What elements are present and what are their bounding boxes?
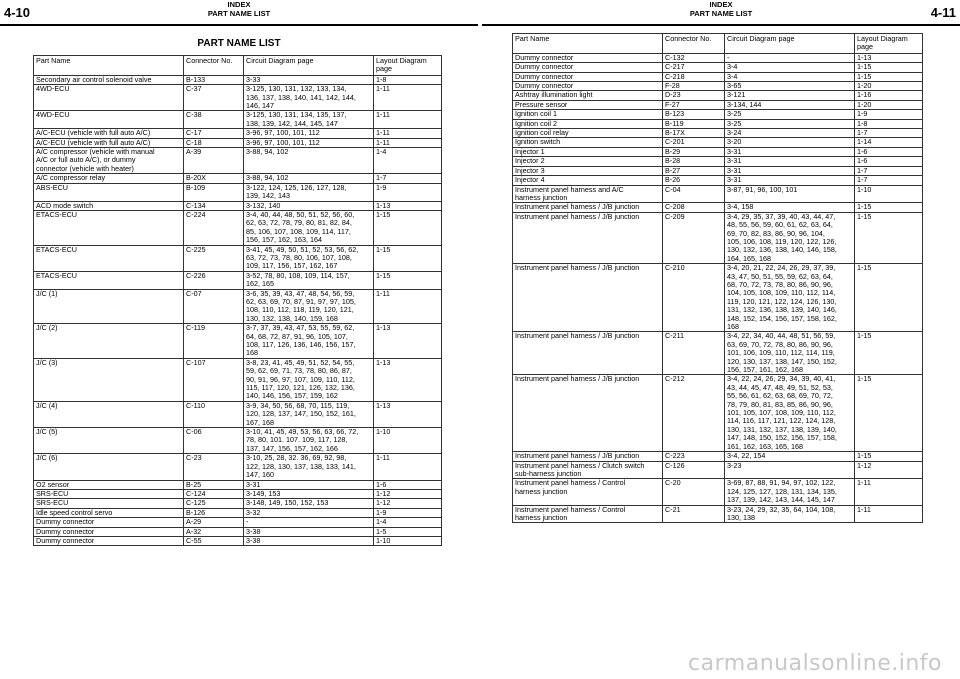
document-title: PART NAME LIST xyxy=(197,38,281,49)
circuit-diagram-page-cell: 3-134, 144 xyxy=(725,100,855,109)
table-row xyxy=(34,536,442,545)
table-row xyxy=(513,176,923,185)
header-center xyxy=(0,1,478,18)
table-row xyxy=(513,264,923,332)
column-header: Connector No. xyxy=(663,34,725,54)
part-name-cell: ETACS-ECU xyxy=(34,210,184,245)
part-name-cell: Ignition switch xyxy=(513,138,663,147)
table-row xyxy=(34,85,442,111)
table-row xyxy=(34,289,442,324)
table-row xyxy=(513,91,923,100)
part-name-cell: Instrument panel harness / J/B junction xyxy=(513,332,663,375)
layout-diagram-page-cell: 1-12 xyxy=(374,489,442,498)
part-name-cell: Dummy connector xyxy=(34,518,184,527)
connector-no-cell: C-210 xyxy=(663,264,725,332)
circuit-diagram-page-cell: - xyxy=(725,53,855,62)
connector-no-cell: C-110 xyxy=(184,401,244,427)
table-row xyxy=(513,505,923,523)
connector-no-cell: C-211 xyxy=(663,332,725,375)
circuit-diagram-page-cell: 3-25 xyxy=(725,119,855,128)
layout-diagram-page-cell: 1-13 xyxy=(374,324,442,359)
circuit-diagram-page-cell: 3-33 xyxy=(244,75,374,84)
part-name-cell: A/C-ECU (vehicle with full auto A/C) xyxy=(34,138,184,147)
table-row xyxy=(513,212,923,263)
layout-diagram-page-cell: 1-11 xyxy=(374,454,442,480)
connector-no-cell: C-04 xyxy=(663,185,725,203)
circuit-diagram-page-cell: 3-52, 78, 80, 108, 109, 114, 157, 162, 165 xyxy=(244,271,374,289)
circuit-diagram-page-cell: 3-4, 20, 21, 22, 24, 26, 29, 37, 39, 43, 47, 50, 51, 55, 59, 62, 63, 64, 68, 70, 72, 73, 78, 80, 86, 90, 96, 104, 105, 108, 109, 110, 112, 114, 119, 120, 121, 122, 124, 126, 130, 131, 132, 136, 138, 139, 140, 146, 148, 152, 154, 156, 157, 158, 162, 168 xyxy=(725,264,855,332)
layout-diagram-page-cell: 1-20 xyxy=(855,100,923,109)
connector-no-cell: B-25 xyxy=(184,480,244,489)
table-row xyxy=(513,53,923,62)
part-name-cell: Dummy connector xyxy=(513,82,663,91)
connector-no-cell: C-06 xyxy=(184,428,244,454)
circuit-diagram-page-cell: 3-31 xyxy=(725,147,855,156)
circuit-diagram-page-cell: 3-88, 94, 102 xyxy=(244,148,374,174)
connector-no-cell: B-126 xyxy=(184,508,244,517)
table-row xyxy=(34,138,442,147)
circuit-diagram-page-cell: 3-96, 97, 100, 101, 112 xyxy=(244,129,374,138)
header-subsection: PART NAME LIST xyxy=(207,8,271,18)
table-row xyxy=(34,518,442,527)
layout-diagram-page-cell: 1-9 xyxy=(855,110,923,119)
connector-no-cell: A-29 xyxy=(184,518,244,527)
part-name-cell: Instrument panel harness / J/B junction xyxy=(513,212,663,263)
table-row xyxy=(34,75,442,84)
table-row xyxy=(34,480,442,489)
connector-no-cell: C-125 xyxy=(184,499,244,508)
connector-no-cell: B-28 xyxy=(663,157,725,166)
connector-no-cell: C-18 xyxy=(184,138,244,147)
table-header-row xyxy=(513,34,923,54)
circuit-diagram-page-cell: 3-9, 34, 50, 56, 68, 70, 115, 119, 120, 128, 137, 147, 150, 152, 161, 167, 168 xyxy=(244,401,374,427)
connector-no-cell: C-132 xyxy=(663,53,725,62)
layout-diagram-page-cell: 1-13 xyxy=(374,201,442,210)
table-row xyxy=(34,245,442,271)
connector-no-cell: C-37 xyxy=(184,85,244,111)
table-row xyxy=(34,183,442,201)
part-name-cell: ACD mode switch xyxy=(34,201,184,210)
layout-diagram-page-cell: 1-16 xyxy=(855,91,923,100)
layout-diagram-page-cell: 1-15 xyxy=(374,210,442,245)
layout-diagram-page-cell: 1-10 xyxy=(374,536,442,545)
connector-no-cell: C-55 xyxy=(184,536,244,545)
part-name-cell: Injector 4 xyxy=(513,176,663,185)
connector-no-cell: C-218 xyxy=(663,72,725,81)
part-name-cell: Dummy connector xyxy=(34,527,184,536)
circuit-diagram-page-cell: 3-4, 22, 154 xyxy=(725,452,855,461)
layout-diagram-page-cell: 1-9 xyxy=(374,508,442,517)
part-name-cell: Instrument panel harness / Clutch switch sub-harness junction xyxy=(513,461,663,479)
table-row xyxy=(34,148,442,174)
part-name-cell: Injector 3 xyxy=(513,166,663,175)
part-name-cell: ABS-ECU xyxy=(34,183,184,201)
table-row xyxy=(513,375,923,452)
circuit-diagram-page-cell: 3-96, 97, 100, 101, 112 xyxy=(244,138,374,147)
header-subsection: PART NAME LIST xyxy=(689,8,753,18)
part-name-cell: Idle speed control servo xyxy=(34,508,184,517)
connector-no-cell: B-20X xyxy=(184,174,244,183)
part-name-cell: ETACS-ECU xyxy=(34,271,184,289)
table-row xyxy=(34,111,442,129)
part-name-table-left xyxy=(33,55,442,546)
table-row xyxy=(513,147,923,156)
connector-no-cell: C-20 xyxy=(663,479,725,505)
table-row xyxy=(34,210,442,245)
table-row xyxy=(513,185,923,203)
part-name-cell: Instrument panel harness / J/B junction xyxy=(513,264,663,332)
layout-diagram-page-cell: 1-11 xyxy=(374,138,442,147)
table-row xyxy=(513,100,923,109)
column-header: Circuit Diagram page xyxy=(725,34,855,54)
layout-diagram-page-cell: 1-15 xyxy=(855,72,923,81)
circuit-diagram-page-cell: 3-31 xyxy=(244,480,374,489)
table-row xyxy=(34,271,442,289)
part-name-cell: Instrument panel harness / J/B junction xyxy=(513,203,663,212)
part-name-cell: Pressure sensor xyxy=(513,100,663,109)
layout-diagram-page-cell: 1-15 xyxy=(374,245,442,271)
layout-diagram-page-cell: 1-13 xyxy=(374,401,442,427)
circuit-diagram-page-cell: 3-31 xyxy=(725,166,855,175)
table-row xyxy=(34,201,442,210)
part-name-cell: SRS-ECU xyxy=(34,489,184,498)
layout-diagram-page-cell: 1-10 xyxy=(855,185,923,203)
connector-no-cell: C-17 xyxy=(184,129,244,138)
part-name-cell: SRS-ECU xyxy=(34,499,184,508)
table-row xyxy=(513,82,923,91)
watermark xyxy=(0,651,960,679)
layout-diagram-page-cell: 1-7 xyxy=(374,174,442,183)
connector-no-cell: B-119 xyxy=(663,119,725,128)
part-name-cell: O2 sensor xyxy=(34,480,184,489)
part-name-cell: Dummy connector xyxy=(34,536,184,545)
connector-no-cell: C-226 xyxy=(184,271,244,289)
part-name-cell: Instrument panel harness / J/B junction xyxy=(513,452,663,461)
connector-no-cell: C-124 xyxy=(184,489,244,498)
part-name-cell: J/C (5) xyxy=(34,428,184,454)
connector-no-cell: C-23 xyxy=(184,454,244,480)
circuit-diagram-page-cell: 3-69, 87, 88, 91, 94, 97, 102, 122, 124, 125, 127, 128, 131, 134, 135, 137, 139, 142, 143, 144, 145, 147 xyxy=(725,479,855,505)
connector-no-cell: C-225 xyxy=(184,245,244,271)
part-name-cell: Secondary air control solenoid valve xyxy=(34,75,184,84)
header-section: INDEX xyxy=(709,0,733,9)
part-name-cell: Dummy connector xyxy=(513,72,663,81)
circuit-diagram-page-cell: 3-148, 149, 150, 152, 153 xyxy=(244,499,374,508)
part-name-cell: A/C compressor relay xyxy=(34,174,184,183)
layout-diagram-page-cell: 1-20 xyxy=(855,82,923,91)
circuit-diagram-page-cell: 3-32 xyxy=(244,508,374,517)
part-name-cell: 4WD-ECU xyxy=(34,111,184,129)
part-name-cell: J/C (1) xyxy=(34,289,184,324)
table-row xyxy=(34,508,442,517)
table-row xyxy=(34,174,442,183)
part-name-cell: J/C (2) xyxy=(34,324,184,359)
watermark-text: carmanualsonline.info xyxy=(688,651,942,676)
table-row xyxy=(513,479,923,505)
table-row xyxy=(513,157,923,166)
circuit-diagram-page-cell: 3-4 xyxy=(725,63,855,72)
layout-diagram-page-cell: 1-15 xyxy=(855,264,923,332)
layout-diagram-page-cell: 1-15 xyxy=(855,63,923,72)
circuit-diagram-page-cell: 3-65 xyxy=(725,82,855,91)
layout-diagram-page-cell: 1-6 xyxy=(855,147,923,156)
part-name-cell: J/C (3) xyxy=(34,358,184,401)
part-name-table-right xyxy=(512,33,923,523)
part-name-cell: Instrument panel harness / Control harness junction xyxy=(513,505,663,523)
connector-no-cell: F-28 xyxy=(663,82,725,91)
circuit-diagram-page-cell: 3-4, 29, 35, 37, 39, 40, 43, 44, 47, 48, 55, 56, 59, 60, 61, 62, 63, 64, 69, 70, 82, 83, 86, 90, 96, 104, 105, 106, 108, 119, 120, 122, 126, 130, 132, 136, 138, 140, 146, 158, 164, 165, 168 xyxy=(725,212,855,263)
connector-no-cell: C-223 xyxy=(663,452,725,461)
part-name-cell: 4WD-ECU xyxy=(34,85,184,111)
circuit-diagram-page-cell: 3-88, 94, 102 xyxy=(244,174,374,183)
circuit-diagram-page-cell: 3-31 xyxy=(725,157,855,166)
circuit-diagram-page-cell: 3-20 xyxy=(725,138,855,147)
table-header-row xyxy=(34,56,442,76)
part-name-cell: Ignition coil 2 xyxy=(513,119,663,128)
part-name-cell: A/C-ECU (vehicle with full auto A/C) xyxy=(34,129,184,138)
circuit-diagram-page-cell: - xyxy=(244,518,374,527)
part-name-cell: J/C (4) xyxy=(34,401,184,427)
part-name-cell: A/C compressor (vehicle with manual A/C or full auto A/C), or dummy connector (vehicle with heater) xyxy=(34,148,184,174)
circuit-diagram-page-cell: 3-4, 158 xyxy=(725,203,855,212)
page-header xyxy=(482,0,960,26)
layout-diagram-page-cell: 1-4 xyxy=(374,148,442,174)
table-row xyxy=(513,119,923,128)
table-row xyxy=(34,499,442,508)
circuit-diagram-page-cell: 3-149, 153 xyxy=(244,489,374,498)
connector-no-cell: C-38 xyxy=(184,111,244,129)
circuit-diagram-page-cell: 3-132, 140 xyxy=(244,201,374,210)
connector-no-cell: B-109 xyxy=(184,183,244,201)
layout-diagram-page-cell: 1-13 xyxy=(374,358,442,401)
layout-diagram-page-cell: 1-11 xyxy=(374,111,442,129)
header-section: INDEX xyxy=(227,0,251,9)
connector-no-cell: C-119 xyxy=(184,324,244,359)
layout-diagram-page-cell: 1-12 xyxy=(855,461,923,479)
circuit-diagram-page-cell: 3-23 xyxy=(725,461,855,479)
layout-diagram-page-cell: 1-6 xyxy=(374,480,442,489)
circuit-diagram-page-cell: 3-23, 24, 29, 32, 35, 64, 104, 108, 130, 138 xyxy=(725,505,855,523)
layout-diagram-page-cell: 1-9 xyxy=(374,183,442,201)
connector-no-cell: C-217 xyxy=(663,63,725,72)
layout-diagram-page-cell: 1-8 xyxy=(855,119,923,128)
table-row xyxy=(34,358,442,401)
connector-no-cell: B-123 xyxy=(663,110,725,119)
left-page xyxy=(0,0,478,679)
page-number: 4-11 xyxy=(930,5,956,20)
connector-no-cell: C-134 xyxy=(184,201,244,210)
layout-diagram-page-cell: 1-15 xyxy=(855,332,923,375)
circuit-diagram-page-cell: 3-38 xyxy=(244,527,374,536)
part-name-cell: Ignition coil relay xyxy=(513,129,663,138)
layout-diagram-page-cell: 1-11 xyxy=(374,129,442,138)
layout-diagram-page-cell: 1-7 xyxy=(855,129,923,138)
layout-diagram-page-cell: 1-13 xyxy=(855,53,923,62)
circuit-diagram-page-cell: 3-41, 45, 49, 50, 51, 52, 53, 56, 62, 63, 72, 73, 78, 80, 106, 107, 108, 109, 117, 156, 157, 162, 167 xyxy=(244,245,374,271)
circuit-diagram-page-cell: 3-122, 124, 125, 126, 127, 128, 139, 142, 143 xyxy=(244,183,374,201)
circuit-diagram-page-cell: 3-6, 35, 39, 43, 47, 48, 54, 56, 59, 62, 63, 69, 70, 87, 91, 97, 97, 105, 108, 110, 112, 118, 119, 120, 121, 130, 132, 138, 140, 159, 168 xyxy=(244,289,374,324)
circuit-diagram-page-cell: 3-24 xyxy=(725,129,855,138)
circuit-diagram-page-cell: 3-31 xyxy=(725,176,855,185)
table-row xyxy=(513,138,923,147)
circuit-diagram-page-cell: 3-10, 25, 28, 32. 36, 69, 92, 98, 122, 128, 130, 137, 138, 133, 141, 147, 160 xyxy=(244,454,374,480)
header-center xyxy=(482,1,960,18)
connector-no-cell: A-32 xyxy=(184,527,244,536)
table-row xyxy=(513,63,923,72)
connector-no-cell: C-212 xyxy=(663,375,725,452)
circuit-diagram-page-cell: 3-4, 40, 44, 48, 50, 51, 52, 56, 60, 62, 63, 72, 78, 79, 80, 81, 82, 84, 85, 106, 107, 108, 109, 114, 117, 156, 157, 162, 163, 164 xyxy=(244,210,374,245)
connector-no-cell: D-23 xyxy=(663,91,725,100)
connector-no-cell: B-29 xyxy=(663,147,725,156)
circuit-diagram-page-cell: 3-25 xyxy=(725,110,855,119)
layout-diagram-page-cell: 1-7 xyxy=(855,166,923,175)
circuit-diagram-page-cell: 3-4, 22, 34, 40, 44, 48, 51, 56, 59, 63, 69, 70, 72, 78, 80, 86, 90, 96, 101, 106, 109, 110, 112, 114, 119, 120, 130, 137, 138, 147, 150, 152, 156, 157, 161, 162, 168 xyxy=(725,332,855,375)
table-row xyxy=(34,324,442,359)
part-name-cell: Dummy connector xyxy=(513,63,663,72)
layout-diagram-page-cell: 1-15 xyxy=(855,212,923,263)
circuit-diagram-page-cell: 3-8, 23, 41, 45, 49, 51, 52, 54, 55, 59, 62, 69, 71, 73, 78, 80, 86, 87, 90, 91, 96, 97, 107, 109, 110, 112, 115, 117, 120, 121, 126, 132, 136, 140, 146, 156, 157, 159, 162 xyxy=(244,358,374,401)
layout-diagram-page-cell: 1-15 xyxy=(855,452,923,461)
page-header xyxy=(0,0,478,26)
column-header: Circuit Diagram page xyxy=(244,56,374,76)
layout-diagram-page-cell: 1-15 xyxy=(374,271,442,289)
circuit-diagram-page-cell: 3-121 xyxy=(725,91,855,100)
table-row xyxy=(513,166,923,175)
table-row xyxy=(34,428,442,454)
table-row xyxy=(34,454,442,480)
circuit-diagram-page-cell: 3-125, 130, 131, 132, 133, 134, 136, 137, 138, 140, 141, 142, 144, 146, 147 xyxy=(244,85,374,111)
column-header: Layout Diagram page xyxy=(855,34,923,54)
layout-diagram-page-cell: 1-11 xyxy=(855,479,923,505)
part-name-cell: J/C (6) xyxy=(34,454,184,480)
part-name-cell: Injector 2 xyxy=(513,157,663,166)
circuit-diagram-page-cell: 3-4 xyxy=(725,72,855,81)
circuit-diagram-page-cell: 3-87, 91, 96, 100, 101 xyxy=(725,185,855,203)
table-row xyxy=(513,110,923,119)
connector-no-cell: A-39 xyxy=(184,148,244,174)
table-row xyxy=(34,129,442,138)
connector-no-cell: C-126 xyxy=(663,461,725,479)
part-name-cell: ETACS-ECU xyxy=(34,245,184,271)
connector-no-cell: C-07 xyxy=(184,289,244,324)
circuit-diagram-page-cell: 3-10, 41, 45, 49, 53, 56, 63, 66, 72, 78, 80, 101. 107. 109, 117, 128, 137, 147, 156, 157, 162, 166 xyxy=(244,428,374,454)
circuit-diagram-page-cell: 3-125, 130, 131, 134, 135, 137, 138, 139, 142, 144, 145, 147 xyxy=(244,111,374,129)
connector-no-cell: B-27 xyxy=(663,166,725,175)
layout-diagram-page-cell: 1-7 xyxy=(855,176,923,185)
table-row xyxy=(513,72,923,81)
column-header: Part Name xyxy=(513,34,663,54)
connector-no-cell: C-208 xyxy=(663,203,725,212)
column-header: Connector No. xyxy=(184,56,244,76)
layout-diagram-page-cell: 1-10 xyxy=(374,428,442,454)
table-row xyxy=(513,332,923,375)
connector-no-cell: C-209 xyxy=(663,212,725,263)
layout-diagram-page-cell: 1-12 xyxy=(374,499,442,508)
part-name-cell: Instrument panel harness / J/B junction xyxy=(513,375,663,452)
layout-diagram-page-cell: 1-6 xyxy=(855,157,923,166)
layout-diagram-page-cell: 1-15 xyxy=(855,203,923,212)
circuit-diagram-page-cell: 3-4, 22, 24, 26, 29, 34, 39, 40, 41, 43, 44, 45, 47, 48, 49, 51, 52, 53, 55, 56, 61, 62, 63, 68, 69, 70, 72, 78, 79, 80, 81, 83, 85, 86, 90, 96, 101, 105, 107, 108, 109, 110, 112, 114, 116, 117, 121, 122, 124, 128, 130, 131, 132, 137, 138, 139, 140, 147, 148, 150, 152, 156, 157, 158, 161, 162, 163, 165, 168 xyxy=(725,375,855,452)
circuit-diagram-page-cell: 3-38 xyxy=(244,536,374,545)
connector-no-cell: B-26 xyxy=(663,176,725,185)
page-number: 4-10 xyxy=(4,5,31,20)
layout-diagram-page-cell: 1-11 xyxy=(855,505,923,523)
layout-diagram-page-cell: 1-8 xyxy=(374,75,442,84)
column-header: Layout Diagram page xyxy=(374,56,442,76)
table-row xyxy=(513,461,923,479)
circuit-diagram-page-cell: 3-7, 37, 39, 43, 47, 53, 55, 59, 62, 64, 68, 72, 87, 91, 96, 105, 107, 108, 117, 126, 136, 146, 156, 157, 168 xyxy=(244,324,374,359)
connector-no-cell: C-201 xyxy=(663,138,725,147)
table-row xyxy=(513,452,923,461)
connector-no-cell: C-224 xyxy=(184,210,244,245)
layout-diagram-page-cell: 1-15 xyxy=(855,375,923,452)
table-row xyxy=(513,203,923,212)
table-row xyxy=(513,129,923,138)
table-row xyxy=(34,401,442,427)
part-name-cell: Instrument panel harness / Control harness junction xyxy=(513,479,663,505)
layout-diagram-page-cell: 1-4 xyxy=(374,518,442,527)
part-name-cell: Dummy connector xyxy=(513,53,663,62)
right-page xyxy=(482,0,960,679)
table-row xyxy=(34,527,442,536)
connector-no-cell: C-21 xyxy=(663,505,725,523)
part-name-cell: Injector 1 xyxy=(513,147,663,156)
layout-diagram-page-cell: 1-11 xyxy=(374,289,442,324)
table-row xyxy=(34,489,442,498)
column-header: Part Name xyxy=(34,56,184,76)
connector-no-cell: B-17X xyxy=(663,129,725,138)
part-name-cell: Instrument panel harness and A/C harness junction xyxy=(513,185,663,203)
part-name-cell: Ignition coil 1 xyxy=(513,110,663,119)
layout-diagram-page-cell: 1-5 xyxy=(374,527,442,536)
connector-no-cell: B-133 xyxy=(184,75,244,84)
connector-no-cell: C-107 xyxy=(184,358,244,401)
layout-diagram-page-cell: 1-14 xyxy=(855,138,923,147)
connector-no-cell: F-27 xyxy=(663,100,725,109)
part-name-cell: Ashtray illumination light xyxy=(513,91,663,100)
layout-diagram-page-cell: 1-11 xyxy=(374,85,442,111)
